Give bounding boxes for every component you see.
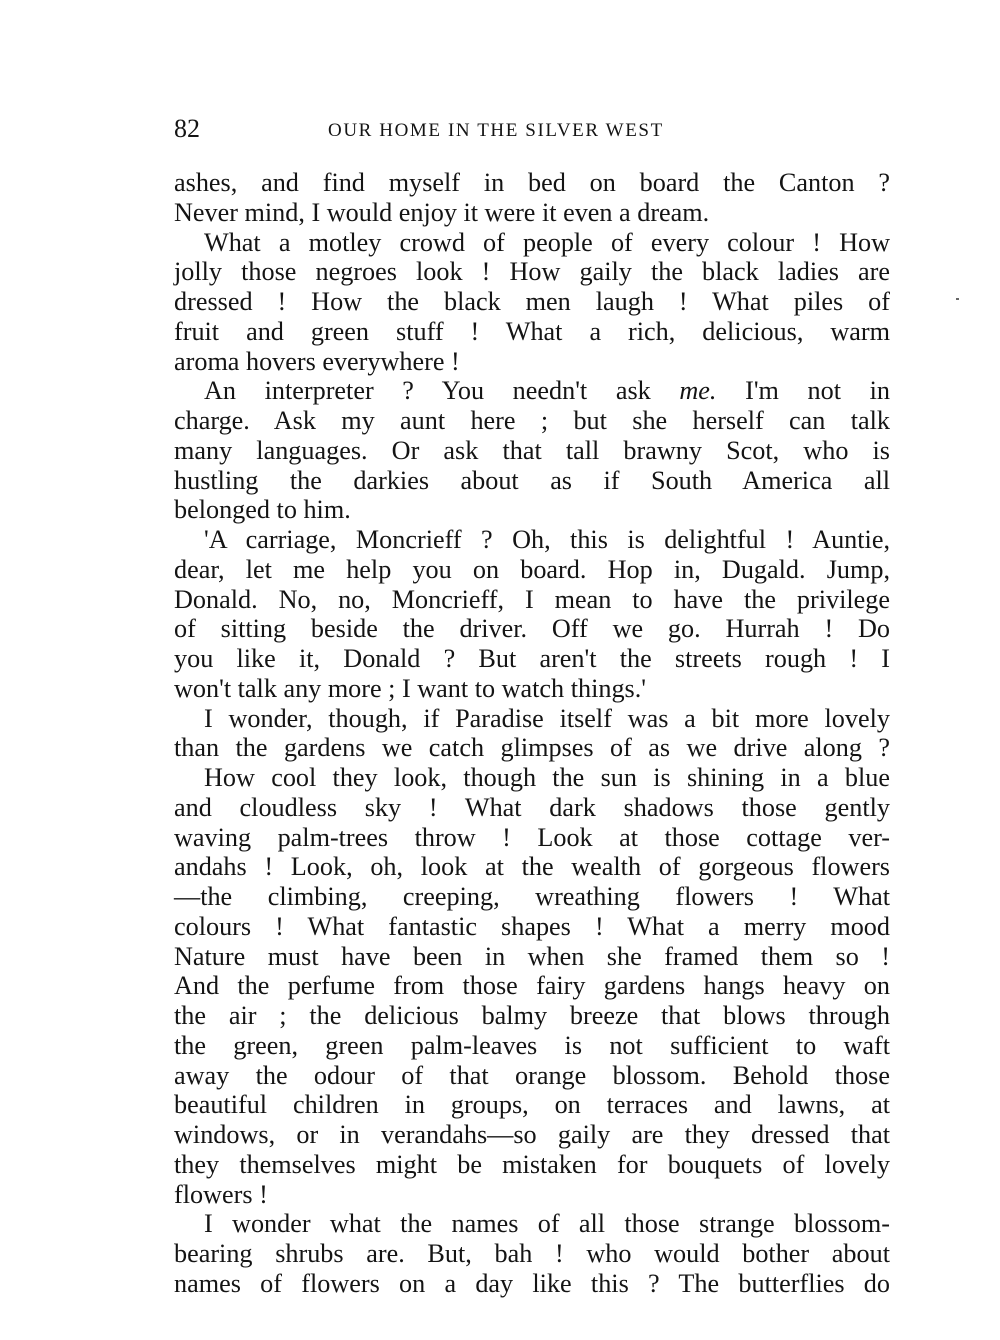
page-number: 82: [174, 114, 200, 143]
text-line-28: And the perfume from those fairy gardens hangs heavy on: [174, 971, 890, 1001]
text-line-9: charge. Ask my aunt here ; but she herself can talk: [174, 406, 890, 435]
text-line-18: won't talk any more ; I want to watch things.': [174, 673, 646, 703]
text-line-19: I wonder, though, if Paradise itself was a bit more lovely: [204, 703, 890, 733]
text-line-2: Never mind, I would enjoy it were it even a dream.: [174, 197, 710, 227]
text-line-14: dear, let me help you on board. Hop in, Dugald. Jump,: [174, 554, 890, 584]
text-line-12: belonged to him.: [174, 495, 351, 525]
running-head: [174, 112, 890, 146]
running-title: OUR HOME IN THE SILVER WEST: [328, 120, 664, 141]
text-line-7: aroma hovers everywhere !: [174, 346, 460, 376]
italic-emphasis: me.: [679, 376, 717, 406]
text-line-34: they themselves might be mistaken for bouquets of lovely: [174, 1149, 890, 1179]
text-line-25: —the climbing, creeping, wreathing flowers ! What: [174, 882, 890, 911]
text-line-16: of sitting beside the driver. Off we go. Hurrah ! Do: [174, 614, 890, 644]
text-line-29: the air ; the delicious balmy breeze that blows through: [174, 1001, 890, 1030]
text-line-37: bearing shrubs are. But, bah ! who would bother about: [174, 1239, 890, 1268]
text-line-32: beautiful children in groups, on terraces and lawns, at: [174, 1090, 890, 1120]
text-line-3: What a motley crowd of people of every colour ! How: [204, 227, 890, 257]
text-line-6: fruit and green stuff ! What a rich, delicious, warm: [174, 316, 890, 346]
text-line-21: How cool they look, though the sun is shining in a blue: [204, 763, 890, 792]
text-line-11: hustling the darkies about as if South America all: [174, 465, 890, 495]
text-line-13: 'A carriage, Moncrieff ? Oh, this is delightful ! Auntie,: [204, 525, 890, 554]
text-line-15: Donald. No, no, Moncrieff, I mean to have the privilege: [174, 584, 890, 614]
text-segment: I'm not in: [745, 376, 890, 406]
text-line-1: ashes, and find myself in bed on board the Canton ?: [174, 168, 890, 197]
text-line-22: and cloudless sky ! What dark shadows those gently: [174, 792, 890, 822]
text-line-24: andahs ! Look, oh, look at the wealth of gorgeous flowers: [174, 852, 890, 882]
text-line-26: colours ! What fantastic shapes ! What a merry mood: [174, 911, 890, 941]
text-line-20: than the gardens we catch glimpses of as we drive along ?: [174, 733, 890, 763]
text-line-10: many languages. Or ask that tall brawny Scot, who is: [174, 435, 890, 465]
body-text: [174, 168, 890, 1299]
text-line-4: jolly those negroes look ! How gaily the black ladies are: [174, 257, 890, 287]
text-line-33: windows, or in verandahs—so gaily are they dressed that: [174, 1120, 890, 1149]
text-line-36: I wonder what the names of all those strange blossom-: [204, 1209, 890, 1239]
text-line-5: dressed ! How the black men laugh ! What piles of: [174, 287, 890, 316]
text-line-17: you like it, Donald ? But aren't the streets rough ! I: [174, 644, 890, 673]
text-line-27: Nature must have been in when she framed them so !: [174, 941, 890, 971]
text-line-8: [174, 376, 890, 406]
print-speck: [956, 298, 959, 300]
text-line-23: waving palm-trees throw ! Look at those cottage ver-: [174, 822, 890, 852]
text-line-30: the green, green palm-leaves is not sufficient to waft: [174, 1030, 890, 1060]
text-segment: An interpreter ? You needn't ask: [204, 376, 651, 406]
text-line-38: names of flowers on a day like this ? The butterflies do: [174, 1268, 890, 1298]
text-line-31: away the odour of that orange blossom. Behold those: [174, 1060, 890, 1090]
text-line-35: flowers !: [174, 1179, 268, 1209]
